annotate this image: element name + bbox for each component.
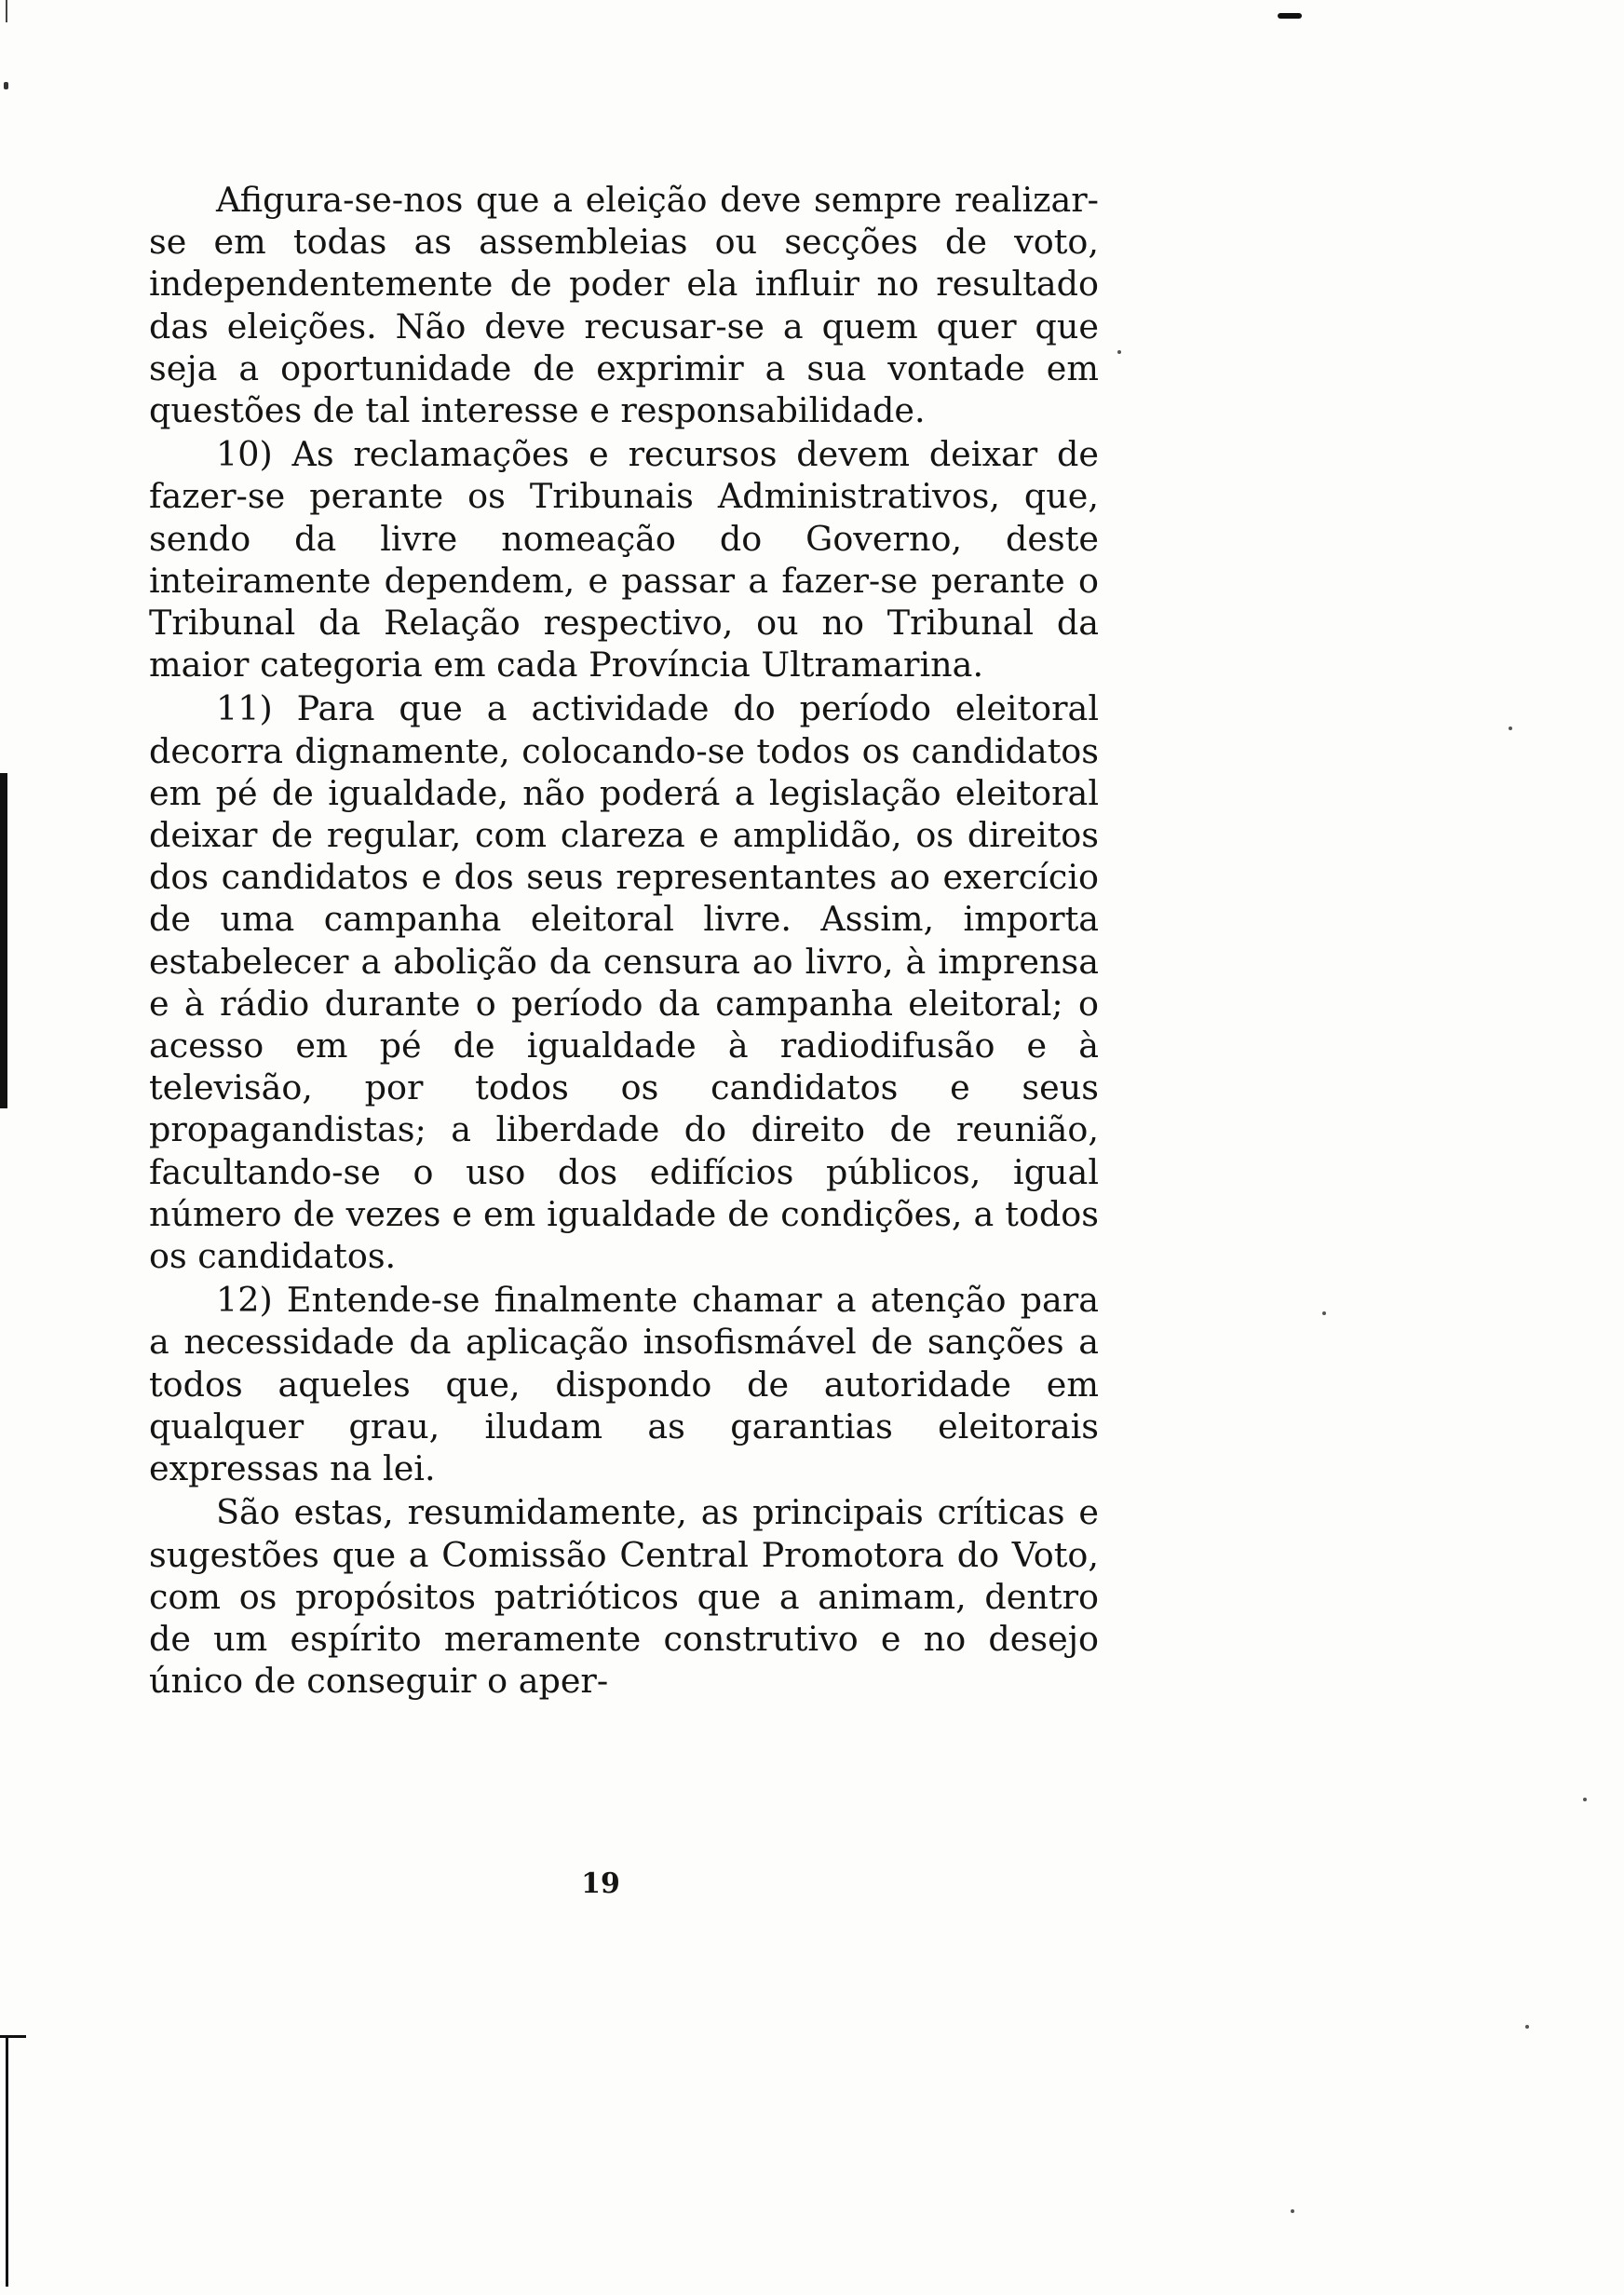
scan-edge-mark: [1278, 13, 1302, 19]
paragraph-item-10: 10) As reclamações e recursos devem deixar de fazer-se perante os Tribunais Administrativos, que, sendo da livre nomeação do Governo, deste inteiramente dependem, e passar a fazer-se perante o Tribunal da Relação respectivo, ou no Tribunal da maior categoria em cada Província Ultramarina.: [149, 434, 1099, 686]
page-number: 19: [581, 1867, 620, 1900]
scan-edge-mark: [6, 0, 7, 22]
scan-speck: [1291, 2209, 1294, 2213]
paragraph-summary: São estas, resumidamente, as principais críticas e sugestões que a Comissão Central Promotora do Voto, com os propósitos patrióticos que a animam, dentro de um espírito meramente construtivo e no desejo único de conseguir o aper-: [149, 1492, 1099, 1702]
paragraph-item-11: 11) Para que a actividade do período eleitoral decorra dignamente, colocando-se todos os candidatos em pé de igualdade, não poderá a legislação eleitoral deixar de regular, com clareza e amplidão, os direitos dos candidatos e dos seus representantes ao exercício de uma campanha eleitoral livre. Assim, importa estabelecer a abolição da censura ao livro, à imprensa e à rádio durante o período da campanha eleitoral; o acesso em pé de igualdade à radiodifusão e à televisão, por todos os candidatos e seus propagandistas; a liberdade do direito de reunião, facultando-se o uso dos edifícios públicos, igual número de vezes e em igualdade de condições, a todos os candidatos.: [149, 688, 1099, 1277]
scan-speck: [1117, 350, 1121, 354]
scan-speck: [1322, 1311, 1326, 1315]
body-text: [149, 179, 1099, 1702]
scan-edge-mark: [0, 773, 7, 1108]
scan-speck: [1583, 1798, 1587, 1801]
scan-edge-mark: [0, 2035, 26, 2038]
paragraph-item-12: 12) Entende-se finalmente chamar a atenção para a necessidade da aplicação insofismável de sanções a todos aqueles que, dispondo de autoridade em qualquer grau, iludam as garantias eleitorais expressas na lei.: [149, 1280, 1099, 1489]
paragraph-voting-everywhere: Afigura-se-nos que a eleição deve sempre realizar-se em todas as assembleias ou secções de voto, independentemente de poder ela influir no resultado das eleições. Não deve recusar-se a quem quer que seja a oportunidade de exprimir a sua vontade em questões de tal interesse e responsabilidade.: [149, 180, 1099, 431]
scan-speck: [1509, 727, 1512, 730]
scan-edge-mark: [6, 2035, 8, 2287]
scan-speck: [1525, 2025, 1529, 2029]
scan-edge-mark: [4, 82, 8, 89]
